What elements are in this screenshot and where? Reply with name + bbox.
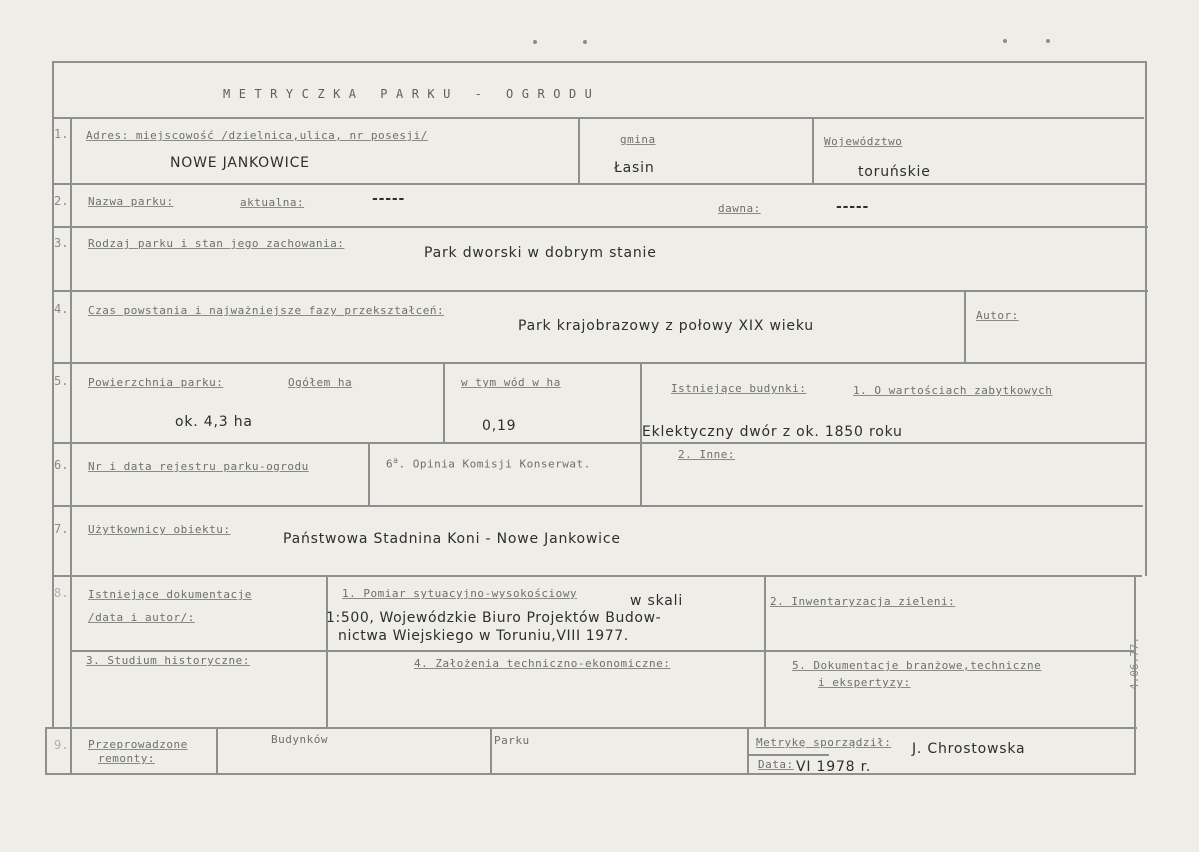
date-label: Data:: [758, 758, 794, 771]
rule-left: [52, 61, 54, 729]
former-name-value: -----: [836, 199, 870, 215]
rule-r5-water: [443, 362, 445, 444]
total-area-label: Ogółem ha: [288, 376, 353, 389]
rule-title: [52, 117, 1144, 119]
total-area-value: ok. 4,3 ha: [175, 414, 253, 430]
rule-row1: [52, 183, 1146, 185]
rule-row3: [52, 290, 1148, 292]
rule-r4-author: [964, 290, 966, 364]
branch-docs-label-line2: i ekspertyzy:: [818, 676, 911, 689]
voivodeship-label: Województwo: [824, 135, 903, 148]
register-label: Nr i data rejestru parku-ogrodu: [88, 460, 309, 473]
rule-r9-buildings: [216, 727, 218, 775]
rule-num-col: [70, 117, 72, 775]
branch-docs-label-line1: 5. Dokumentacje branżowe,techniczne: [792, 659, 1042, 672]
survey-value-line1: w skali: [630, 593, 684, 609]
opinion-sup: a: [393, 456, 399, 465]
current-name-label: aktualna:: [240, 196, 305, 209]
gmina-label: gmina: [620, 133, 656, 146]
punch-mark: [583, 40, 587, 44]
rule-row7: [52, 575, 1142, 577]
row-number: 8.: [54, 586, 69, 600]
repairs-label-line2: remonty:: [98, 752, 155, 765]
monument-buildings-label: 1. O wartościach zabytkowych: [853, 384, 1053, 397]
rule-row4: [52, 362, 1146, 364]
row-number: 4.: [54, 302, 69, 316]
park-type-label: Rodzaj parku i stan jego zachowania:: [88, 237, 345, 250]
rule-r8-survey: [326, 575, 328, 729]
rule-r9-park: [490, 727, 492, 775]
repairs-label-line1: Przeprowadzone: [88, 738, 188, 751]
park-type-value: Park dworski w dobrym stanie: [424, 245, 657, 261]
area-label: Powierzchnia parku:: [88, 376, 224, 389]
address-label: Adres: miejscowość /dzielnica,ulica, nr posesji/: [86, 129, 428, 142]
docs-label-line1: Istniejące dokumentacje: [88, 588, 252, 601]
address-value: NOWE JANKOWICE: [170, 155, 310, 171]
rule-r9-author: [747, 727, 749, 775]
rule-left-bottom: [45, 727, 47, 775]
users-label: Użytkownicy obiektu:: [88, 523, 231, 536]
rule-bottom: [45, 773, 1134, 775]
rule-r8-inventory: [764, 575, 766, 729]
opinion-number: 6: [386, 457, 394, 471]
history-label: Czas powstania i najważniejsze fazy przekształceń:: [88, 304, 445, 317]
tech-econ-label: 4. Założenia techniczno-ekonomiczne:: [414, 657, 671, 670]
date-value: VI 1978 r.: [796, 759, 872, 775]
row-number: 3.: [54, 236, 69, 250]
row-number: 6.: [54, 458, 69, 472]
other-buildings-label: 2. Inne:: [678, 448, 735, 461]
historical-study-label: 3. Studium historyczne:: [86, 654, 250, 667]
author-label: Autor:: [976, 309, 1019, 322]
docs-label-line2: /data i autor/:: [88, 611, 195, 624]
park-name-label: Nazwa parku:: [88, 195, 174, 208]
compiler-label: Metrykę sporządził:: [756, 736, 892, 749]
water-area-label: w tym wód w ha: [461, 376, 561, 389]
water-area-value: 0,19: [482, 418, 517, 434]
punch-mark: [533, 40, 537, 44]
repairs-park-label: Parku: [494, 734, 530, 747]
monument-buildings-value: Eklektyczny dwór z ok. 1850 roku: [642, 424, 903, 440]
rule-row6: [52, 505, 1143, 507]
buildings-label: Istniejące budynki:: [671, 382, 807, 395]
row-number: 9.: [54, 738, 69, 752]
row-number: 5.: [54, 374, 69, 388]
survey-label: 1. Pomiar sytuacyjno-wysokościowy: [342, 587, 578, 600]
rule-row2: [52, 226, 1148, 228]
rule-row8: [45, 727, 1137, 729]
punch-mark: [1003, 39, 1007, 43]
rule-row8a: [70, 650, 1134, 652]
punch-mark: [1046, 39, 1050, 43]
opinion-text: . Opinia Komisji Konserwat.: [398, 457, 591, 471]
row-number: 1.: [54, 127, 69, 141]
survey-value-line3: nictwa Wiejskiego w Toruniu,VIII 1977.: [338, 628, 629, 644]
rule-date: [747, 754, 829, 756]
row-number: 7.: [54, 522, 69, 536]
voivodeship-value: toruńskie: [858, 164, 931, 180]
rule-r1-woj: [812, 117, 814, 185]
gmina-value: Łasin: [614, 160, 655, 176]
users-value: Państwowa Stadnina Koni - Nowe Jankowice: [283, 531, 621, 547]
row-number: 2.: [54, 194, 69, 208]
rule-r6-opinion: [368, 442, 370, 507]
rule-r1-gmina: [578, 117, 580, 185]
history-value: Park krajobrazowy z połowy XIX wieku: [518, 318, 814, 334]
survey-value-line2: 1:500, Wojewódzkie Biuro Projektów Budow-: [326, 610, 662, 626]
compiler-value: J. Chrostowska: [912, 741, 1026, 757]
rule-top: [52, 61, 1147, 63]
form-title: METRYCZKA PARKU - OGRODU: [223, 87, 601, 101]
side-note: 4.06.77.: [1128, 637, 1141, 690]
rule-row5: [52, 442, 1145, 444]
current-name-value: -----: [372, 191, 406, 207]
opinion-label: [386, 456, 591, 471]
inventory-label: 2. Inwentaryzacja zieleni:: [770, 595, 956, 608]
former-name-label: dawna:: [718, 202, 761, 215]
rule-right: [1145, 61, 1147, 576]
repairs-buildings-label: Budynków: [271, 733, 328, 746]
